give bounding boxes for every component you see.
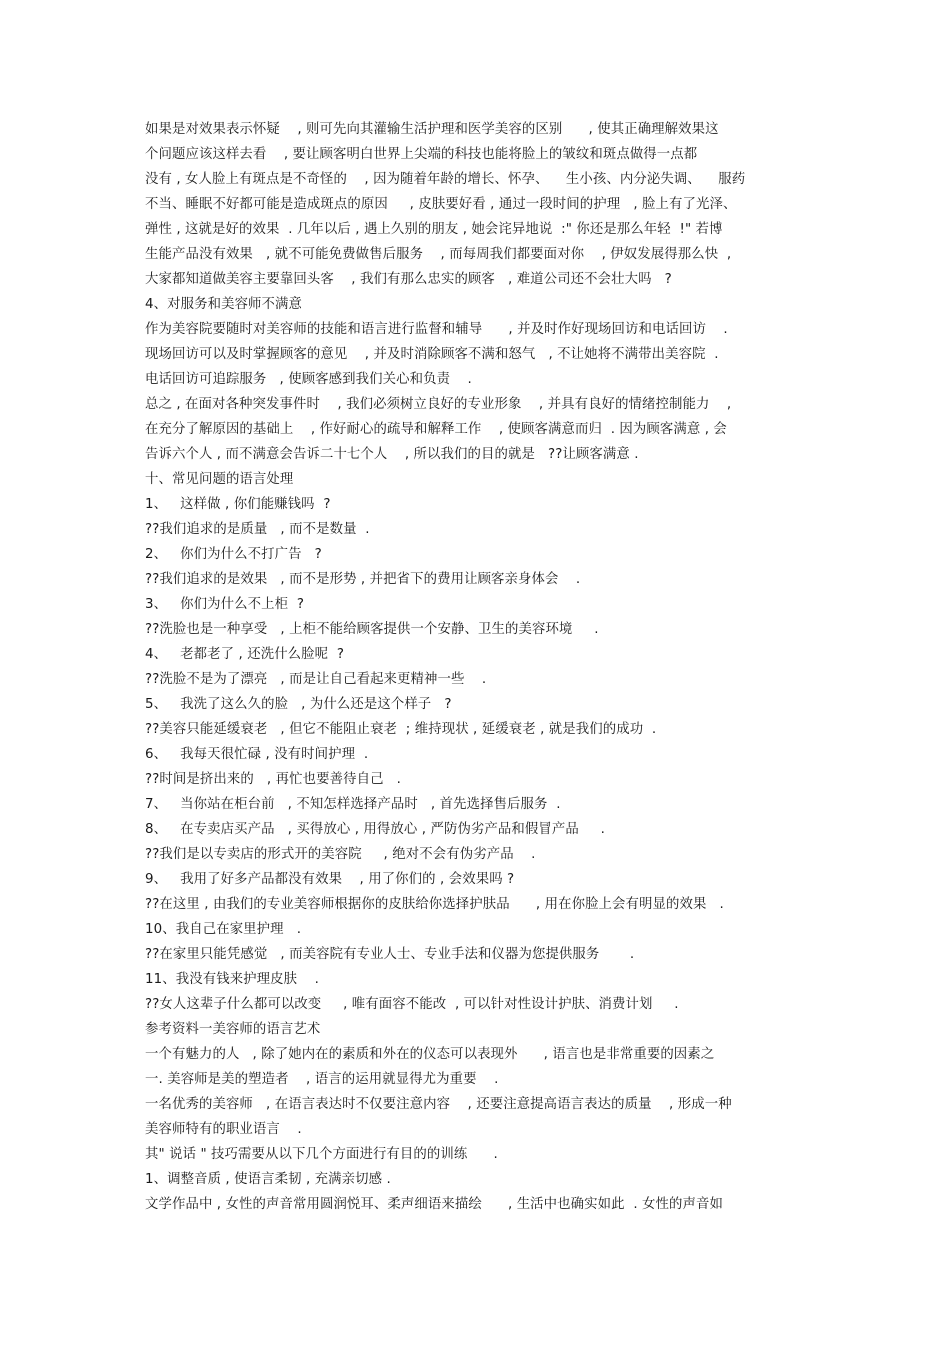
text-line: 9、 我用了好多产品都没有效果 , 用了你们的 , 会效果吗 ? [145,872,515,887]
text-line: 美容师特有的职业语言 . [145,1122,302,1137]
text-line: 10、我自己在家里护理 . [145,922,302,937]
text-line: 4、 老都老了 , 还洗什么脸呢 ? [145,647,345,662]
text-line: 现场回访可以及时掌握顾客的意见 , 并及时消除顾客不满和怒气 , 不让她将不满带出美容院 . [145,347,719,362]
text-line: 在充分了解原因的基础上 , 作好耐心的疏导和解释工作 , 使顾客满意而归 . 因为顾客满意 , 会 [145,422,727,437]
text-line: 文学作品中 , 女性的声音常用圆润悦耳、柔声细语来描绘 , 生活中也确实如此 . 女性的声音如 [145,1197,723,1212]
text-line: 6、 我每天很忙碌 , 没有时间护理 . [145,747,369,762]
text-line: 没有 , 女人脸上有斑点是不奇怪的 , 因为随着年龄的增长、怀孕、 生小孩、内分泌失调、 服药 [145,172,746,187]
text-line: 一. 美容师是美的塑造者 , 语言的运用就显得尤为重要 . [145,1072,499,1087]
text-line: 1、调整音质 , 使语言柔韧 , 充满亲切感 . [145,1172,391,1187]
text-line: 一名优秀的美容师 , 在语言表达时不仅要注意内容 , 还要注意提高语言表达的质量 , 形成一种 [145,1097,732,1112]
text-line: ??在家里只能凭感觉 , 而美容院有专业人士、专业手法和仪器为您提供服务 . [145,947,635,962]
text-line: ??女人这辈子什么都可以改变 , 唯有面容不能改 , 可以针对性设计护肤、消费计划 . [145,997,679,1012]
text-line: 8、 在专卖店买产品 , 买得放心 , 用得放心 , 严防伪劣产品和假冒产品 . [145,822,605,837]
text-line: ??洗脸也是一种享受 , 上柜不能给顾客提供一个安静、卫生的美容环境 . [145,622,599,637]
text-line: ??时间是挤出来的 , 再忙也要善待自己 . [145,772,401,787]
text-line: 弹性 , 这就是好的效果 . 几年以后 , 遇上久别的朋友 , 她会诧异地说 :" 你还是那么年轻 !" 若博 [145,222,723,237]
text-line: 不当、睡眠不好都可能是造成斑点的原因 , 皮肤要好看 , 通过一段时间的护理 , 脸上有了光泽、 [145,197,737,212]
text-line: 一个有魅力的人 , 除了她内在的素质和外在的仪态可以表现外 , 语言也是非常重要的因素之 [145,1047,715,1062]
text-line: 大家都知道做美容主要靠回头客 , 我们有那么忠实的顾客 , 难道公司还不会壮大吗 ? [145,272,672,287]
text-line: 作为美容院要随时对美容师的技能和语言进行监督和辅导 , 并及时作好现场回访和电话回访 . [145,322,728,337]
text-line: ??美容只能延缓衰老 , 但它不能阻止衰老 ; 维持现状 , 延缓衰老 , 就是我们的成功 . [145,722,657,737]
text-line: 2、 你们为什么不打广告 ? [145,547,322,562]
text-line: 如果是对效果表示怀疑 , 则可先向其灌输生活护理和医学美容的区别 , 使其正确理解效果这 [145,122,719,137]
text-line: 5、 我洗了这么久的脸 , 为什么还是这个样子 ? [145,697,452,712]
text-line: ??我们追求的是质量 , 而不是数量 . [145,522,370,537]
text-line: 4、对服务和美容师不满意 [145,297,303,312]
text-line: 电话回访可追踪服务 , 使顾客感到我们关心和负责 . [145,372,472,387]
text-line: ??在这里 , 由我们的专业美容师根据你的皮肤给你选择护肤品 , 用在你脸上会有明显的效果 . [145,897,724,912]
document-body [145,117,815,1217]
text-line: 参考资料一美容师的语言艺术 [145,1022,321,1037]
text-line: 11、我没有钱来护理皮肤 . [145,972,319,987]
text-line: 生能产品没有效果 , 就不可能免费做售后服务 , 而每周我们都要面对你 , 伊奴发展得那么快 , [145,247,732,262]
text-line: 总之 , 在面对各种突发事件时 , 我们必须树立良好的专业形象 , 并具有良好的情绪控制能力 , [145,397,732,412]
text-line: 3、 你们为什么不上柜 ? [145,597,305,612]
text-line: ??洗脸不是为了漂亮 , 而是让自己看起来更精神一些 . [145,672,487,687]
text-line: ??我们追求的是效果 , 而不是形势 , 并把省下的费用让顾客亲身体会 . [145,572,581,587]
text-line: ??我们是以专卖店的形式开的美容院 , 绝对不会有伪劣产品 . [145,847,536,862]
text-line: 7、 当你站在柜台前 , 不知怎样选择产品时 , 首先选择售后服务 . [145,797,561,812]
text-line: 告诉六个人 , 而不满意会告诉二十七个人 , 所以我们的目的就是 ??让顾客满意 . [145,447,639,462]
text-line: 其" 说话 " 技巧需要从以下几个方面进行有目的的训练 . [145,1147,498,1162]
text-line: 个问题应该这样去看 , 要让顾客明白世界上尖端的科技也能将脸上的皱纹和斑点做得一点都 [145,147,698,162]
text-line: 1、 这样做 , 你们能赚钱吗 ? [145,497,331,512]
text-line: 十、常见问题的语言处理 [145,472,294,487]
